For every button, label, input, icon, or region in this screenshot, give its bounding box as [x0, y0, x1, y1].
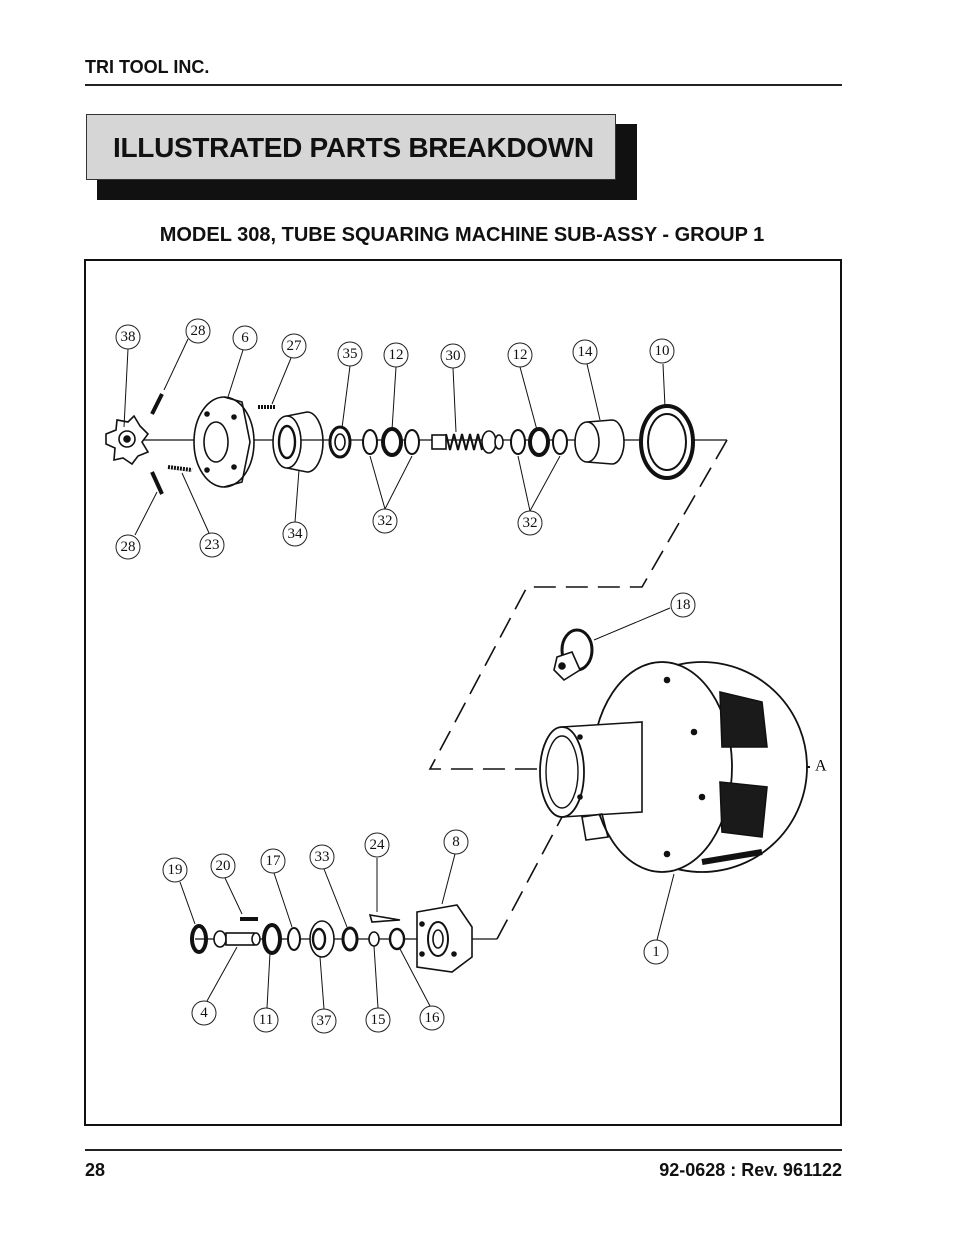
callout-10 — [650, 339, 674, 363]
part-6-flange — [194, 397, 254, 487]
part-38-knob — [106, 416, 148, 464]
svg-text:16: 16 — [424, 1010, 440, 1026]
part-12-bearing-1 — [383, 429, 401, 455]
svg-text:34: 34 — [287, 526, 303, 542]
callout-1 — [644, 940, 668, 964]
title-box — [86, 114, 616, 180]
svg-text:1: 1 — [652, 944, 660, 960]
part-33-ring — [343, 928, 357, 950]
callout-32-right — [518, 511, 542, 535]
callout-28-bottom — [116, 535, 140, 559]
svg-text:38: 38 — [120, 329, 136, 345]
part-16-washer — [390, 929, 404, 949]
svg-text:11: 11 — [258, 1012, 274, 1028]
subtitle-wrap — [0, 224, 954, 247]
svg-text:32: 32 — [522, 515, 538, 531]
footer-rule — [85, 1149, 842, 1151]
callout-24 — [365, 833, 389, 857]
svg-text:23: 23 — [204, 537, 220, 553]
callout-15 — [366, 1008, 390, 1032]
svg-text:8: 8 — [452, 834, 460, 850]
svg-text:14: 14 — [577, 344, 593, 360]
document-number: 92-0628 : Rev. 961122 — [659, 1160, 842, 1180]
part-4-shaft — [214, 931, 260, 947]
svg-text:19: 19 — [167, 862, 183, 878]
header-rule — [85, 84, 842, 86]
part-15-washer — [369, 932, 379, 946]
part-37-nut — [310, 921, 334, 957]
svg-text:20: 20 — [215, 858, 231, 874]
callout-14 — [573, 340, 597, 364]
callout-12-left — [384, 343, 408, 367]
svg-text:12: 12 — [512, 347, 528, 363]
page-number: 28 — [85, 1160, 106, 1180]
svg-text:35: 35 — [342, 346, 358, 362]
callout-37 — [312, 1009, 336, 1033]
callout-28-top — [186, 319, 210, 343]
part-30-spring — [432, 431, 503, 453]
svg-text:6: 6 — [241, 330, 249, 346]
part-32-washer-1 — [363, 430, 377, 454]
svg-text:17: 17 — [265, 853, 281, 869]
svg-text:24: 24 — [369, 837, 385, 853]
part-17-washer — [288, 928, 300, 950]
part-32-washer-2 — [405, 430, 419, 454]
callout-38 — [116, 325, 140, 349]
svg-text:37: 37 — [316, 1013, 332, 1029]
svg-text:28: 28 — [190, 323, 206, 339]
part-28-screw-bottom — [152, 472, 162, 494]
svg-text:15: 15 — [370, 1012, 386, 1028]
callout-34 — [283, 522, 307, 546]
callout-20 — [211, 854, 235, 878]
callout-30 — [441, 344, 465, 368]
part-1-main-body — [540, 662, 807, 872]
svg-text:33: 33 — [314, 849, 330, 865]
callout-18 — [671, 593, 695, 617]
callout-16 — [420, 1006, 444, 1030]
part-35-ring — [330, 427, 350, 457]
lower-dash-route — [497, 817, 562, 939]
part-24-pin — [370, 915, 400, 922]
callout-23 — [200, 533, 224, 557]
svg-text:27: 27 — [286, 338, 302, 354]
callout-33 — [310, 845, 334, 869]
parts-diagram — [86, 261, 840, 1124]
svg-text:10: 10 — [654, 343, 670, 359]
page-title: ILLUSTRATED PARTS BREAKDOWN — [113, 132, 594, 163]
svg-text:4: 4 — [200, 1005, 208, 1021]
view-a-label: A — [815, 757, 827, 775]
part-34-housing — [273, 412, 323, 472]
part-32-washer-4 — [553, 430, 567, 454]
part-12-bearing-2 — [530, 429, 548, 455]
part-32-washer-3 — [511, 430, 525, 454]
part-11-bearing — [264, 925, 280, 953]
callout-35 — [338, 342, 362, 366]
callout-27 — [282, 334, 306, 358]
diagram-subtitle: MODEL 308, TUBE SQUARING MACHINE SUB-ASSY - GROUP 1 — [159, 224, 765, 246]
company-name: TRI TOOL INC. — [85, 57, 210, 77]
svg-text:12: 12 — [388, 347, 404, 363]
svg-text:30: 30 — [445, 348, 461, 364]
callout-6 — [233, 326, 257, 350]
callout-11 — [254, 1008, 278, 1032]
callout-8 — [444, 830, 468, 854]
callout-4 — [192, 1001, 216, 1025]
part-28-screw-top — [152, 394, 162, 414]
callout-19 — [163, 858, 187, 882]
callout-17 — [261, 849, 285, 873]
callout-12-right — [508, 343, 532, 367]
part-18-clip — [554, 630, 592, 680]
callout-32-left — [373, 509, 397, 533]
part-23-screw — [168, 467, 192, 470]
diagram-frame — [84, 259, 842, 1126]
svg-text:18: 18 — [675, 597, 691, 613]
svg-text:28: 28 — [120, 539, 136, 555]
part-8-hex-nut — [417, 905, 472, 972]
part-14-sleeve — [575, 420, 624, 464]
svg-text:32: 32 — [377, 513, 393, 529]
